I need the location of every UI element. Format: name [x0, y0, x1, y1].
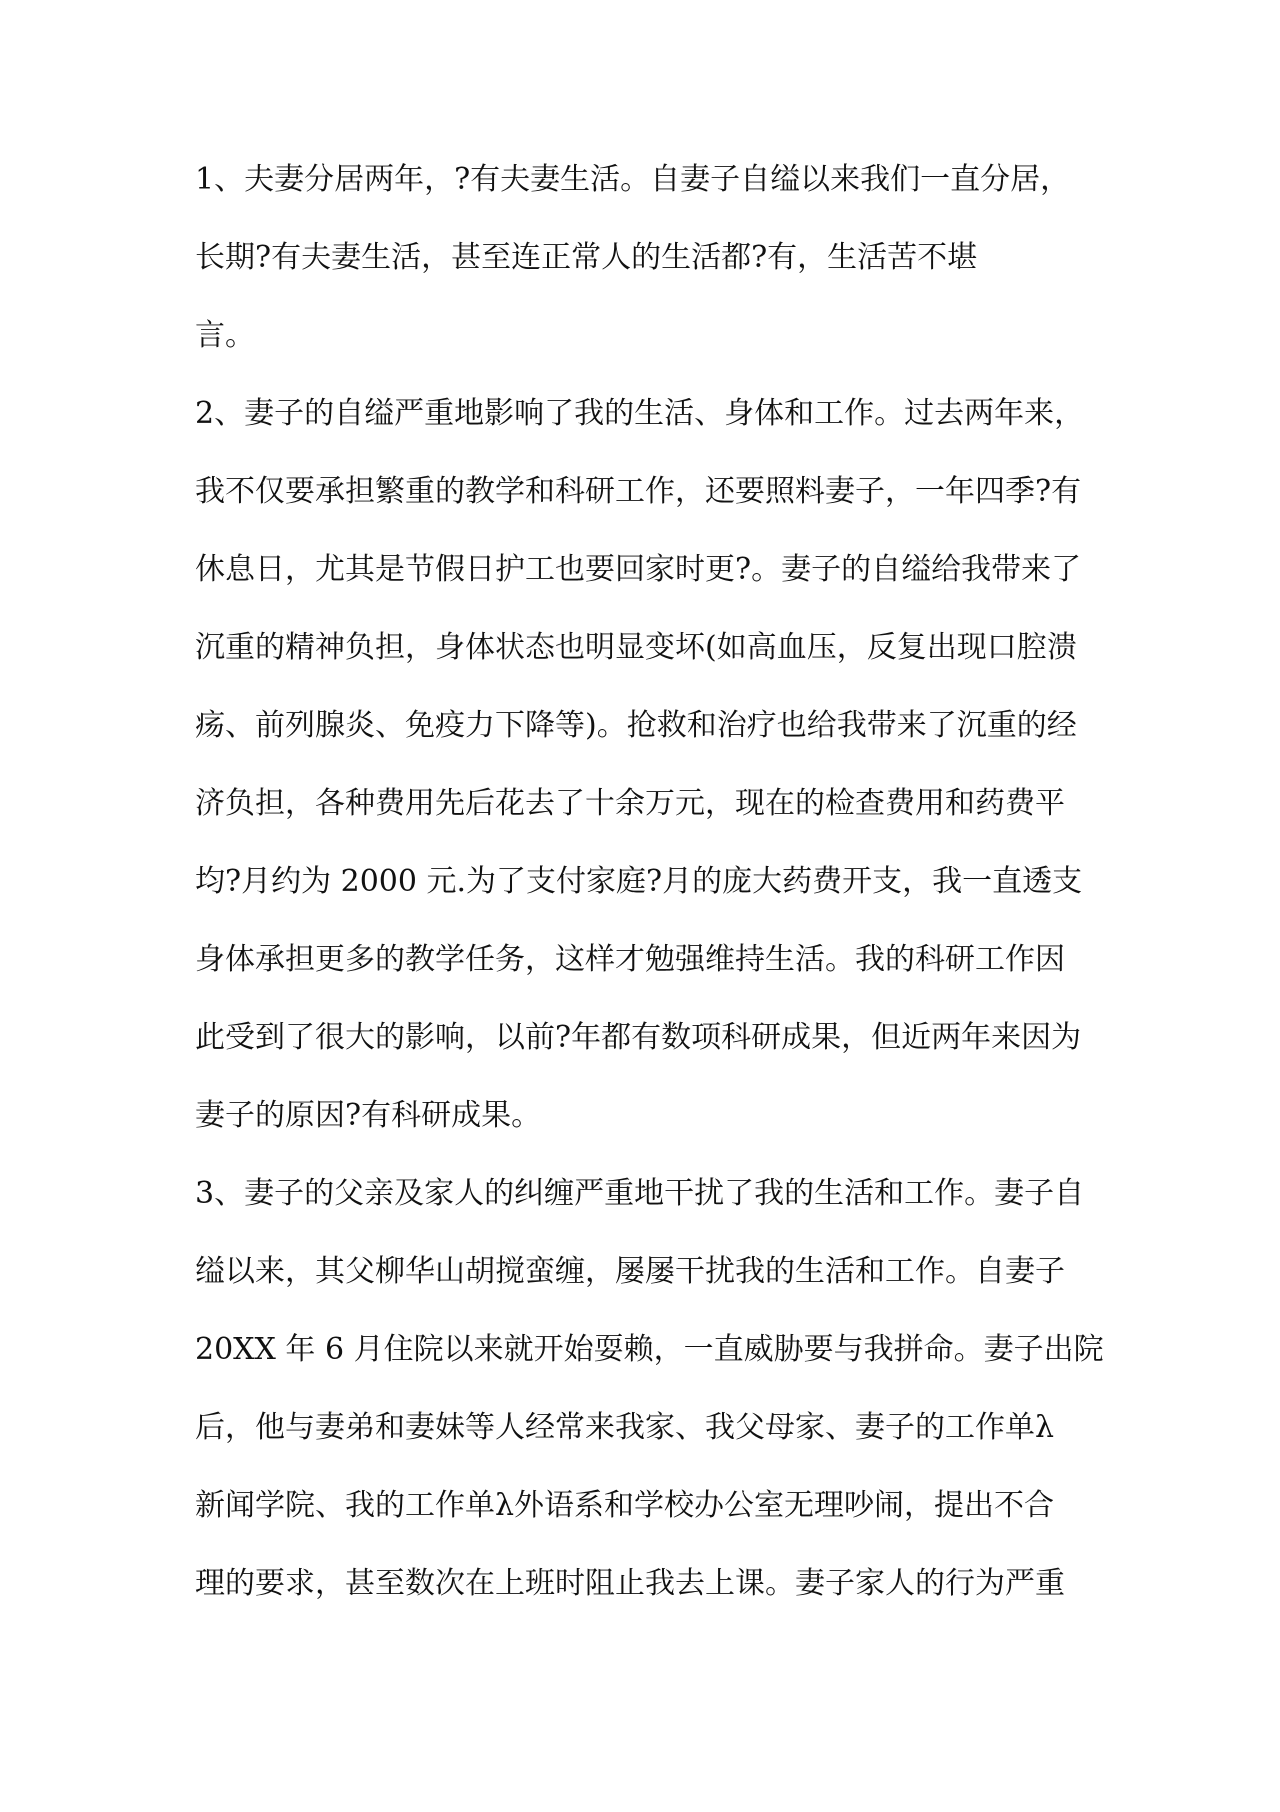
text-line: 此受到了很大的影响，以前?年都有数项科研成果，但近两年来因为 [195, 1020, 1082, 1055]
text-line: 身体承担更多的教学任务，这样才勉强维持生活。我的科研工作因 [195, 942, 1065, 977]
text-line: 长期?有夫妻生活，甚至连正常人的生活都?有，生活苦不堪 [195, 240, 978, 275]
text-line: 均?月约为 2000 元.为了支付家庭?月的庞大药费开支，我一直透支 [195, 864, 1083, 899]
text-line: 疡、前列腺炎、免疫力下降等)。抢救和治疗也给我带来了沉重的经 [195, 708, 1077, 743]
text-line: 我不仅要承担繁重的教学和科研工作，还要照料妻子，一年四季?有 [195, 474, 1082, 509]
text-line: 理的要求，甚至数次在上班时阻止我去上课。妻子家人的行为严重 [195, 1566, 1065, 1601]
text-line: 缢以来，其父柳华山胡搅蛮缠，屡屡干扰我的生活和工作。自妻子 [195, 1254, 1065, 1289]
text-line: 2、妻子的自缢严重地影响了我的生活、身体和工作。过去两年来， [195, 396, 1085, 431]
document-body [195, 141, 1105, 1623]
paragraph-2 [195, 375, 1105, 1155]
text-line: 3、妻子的父亲及家人的纠缠严重地干扰了我的生活和工作。妻子自 [195, 1176, 1085, 1211]
text-line: 沉重的精神负担，身体状态也明显变坏(如高血压，反复出现口腔溃 [195, 630, 1077, 665]
text-line: 1、夫妻分居两年，?有夫妻生活。自妻子自缢以来我们一直分居， [195, 162, 1071, 197]
text-line: 后，他与妻弟和妻妹等人经常来我家、我父母家、妻子的工作单λ [195, 1410, 1055, 1445]
paragraph-3 [195, 1155, 1105, 1623]
paragraph-1 [195, 141, 1105, 375]
text-line: 济负担，各种费用先后花去了十余万元，现在的检查费用和药费平 [195, 786, 1065, 821]
text-line: 妻子的原因?有科研成果。 [195, 1098, 542, 1133]
text-line: 休息日，尤其是节假日护工也要回家时更?。妻子的自缢给我带来了 [195, 552, 1082, 587]
text-line: 新闻学院、我的工作单λ外语系和学校办公室无理吵闹，提出不合 [195, 1488, 1055, 1523]
text-line: 20XX 年 6 月住院以来就开始耍赖，一直威胁要与我拼命。妻子出院 [195, 1332, 1104, 1367]
text-line: 言。 [195, 318, 255, 353]
